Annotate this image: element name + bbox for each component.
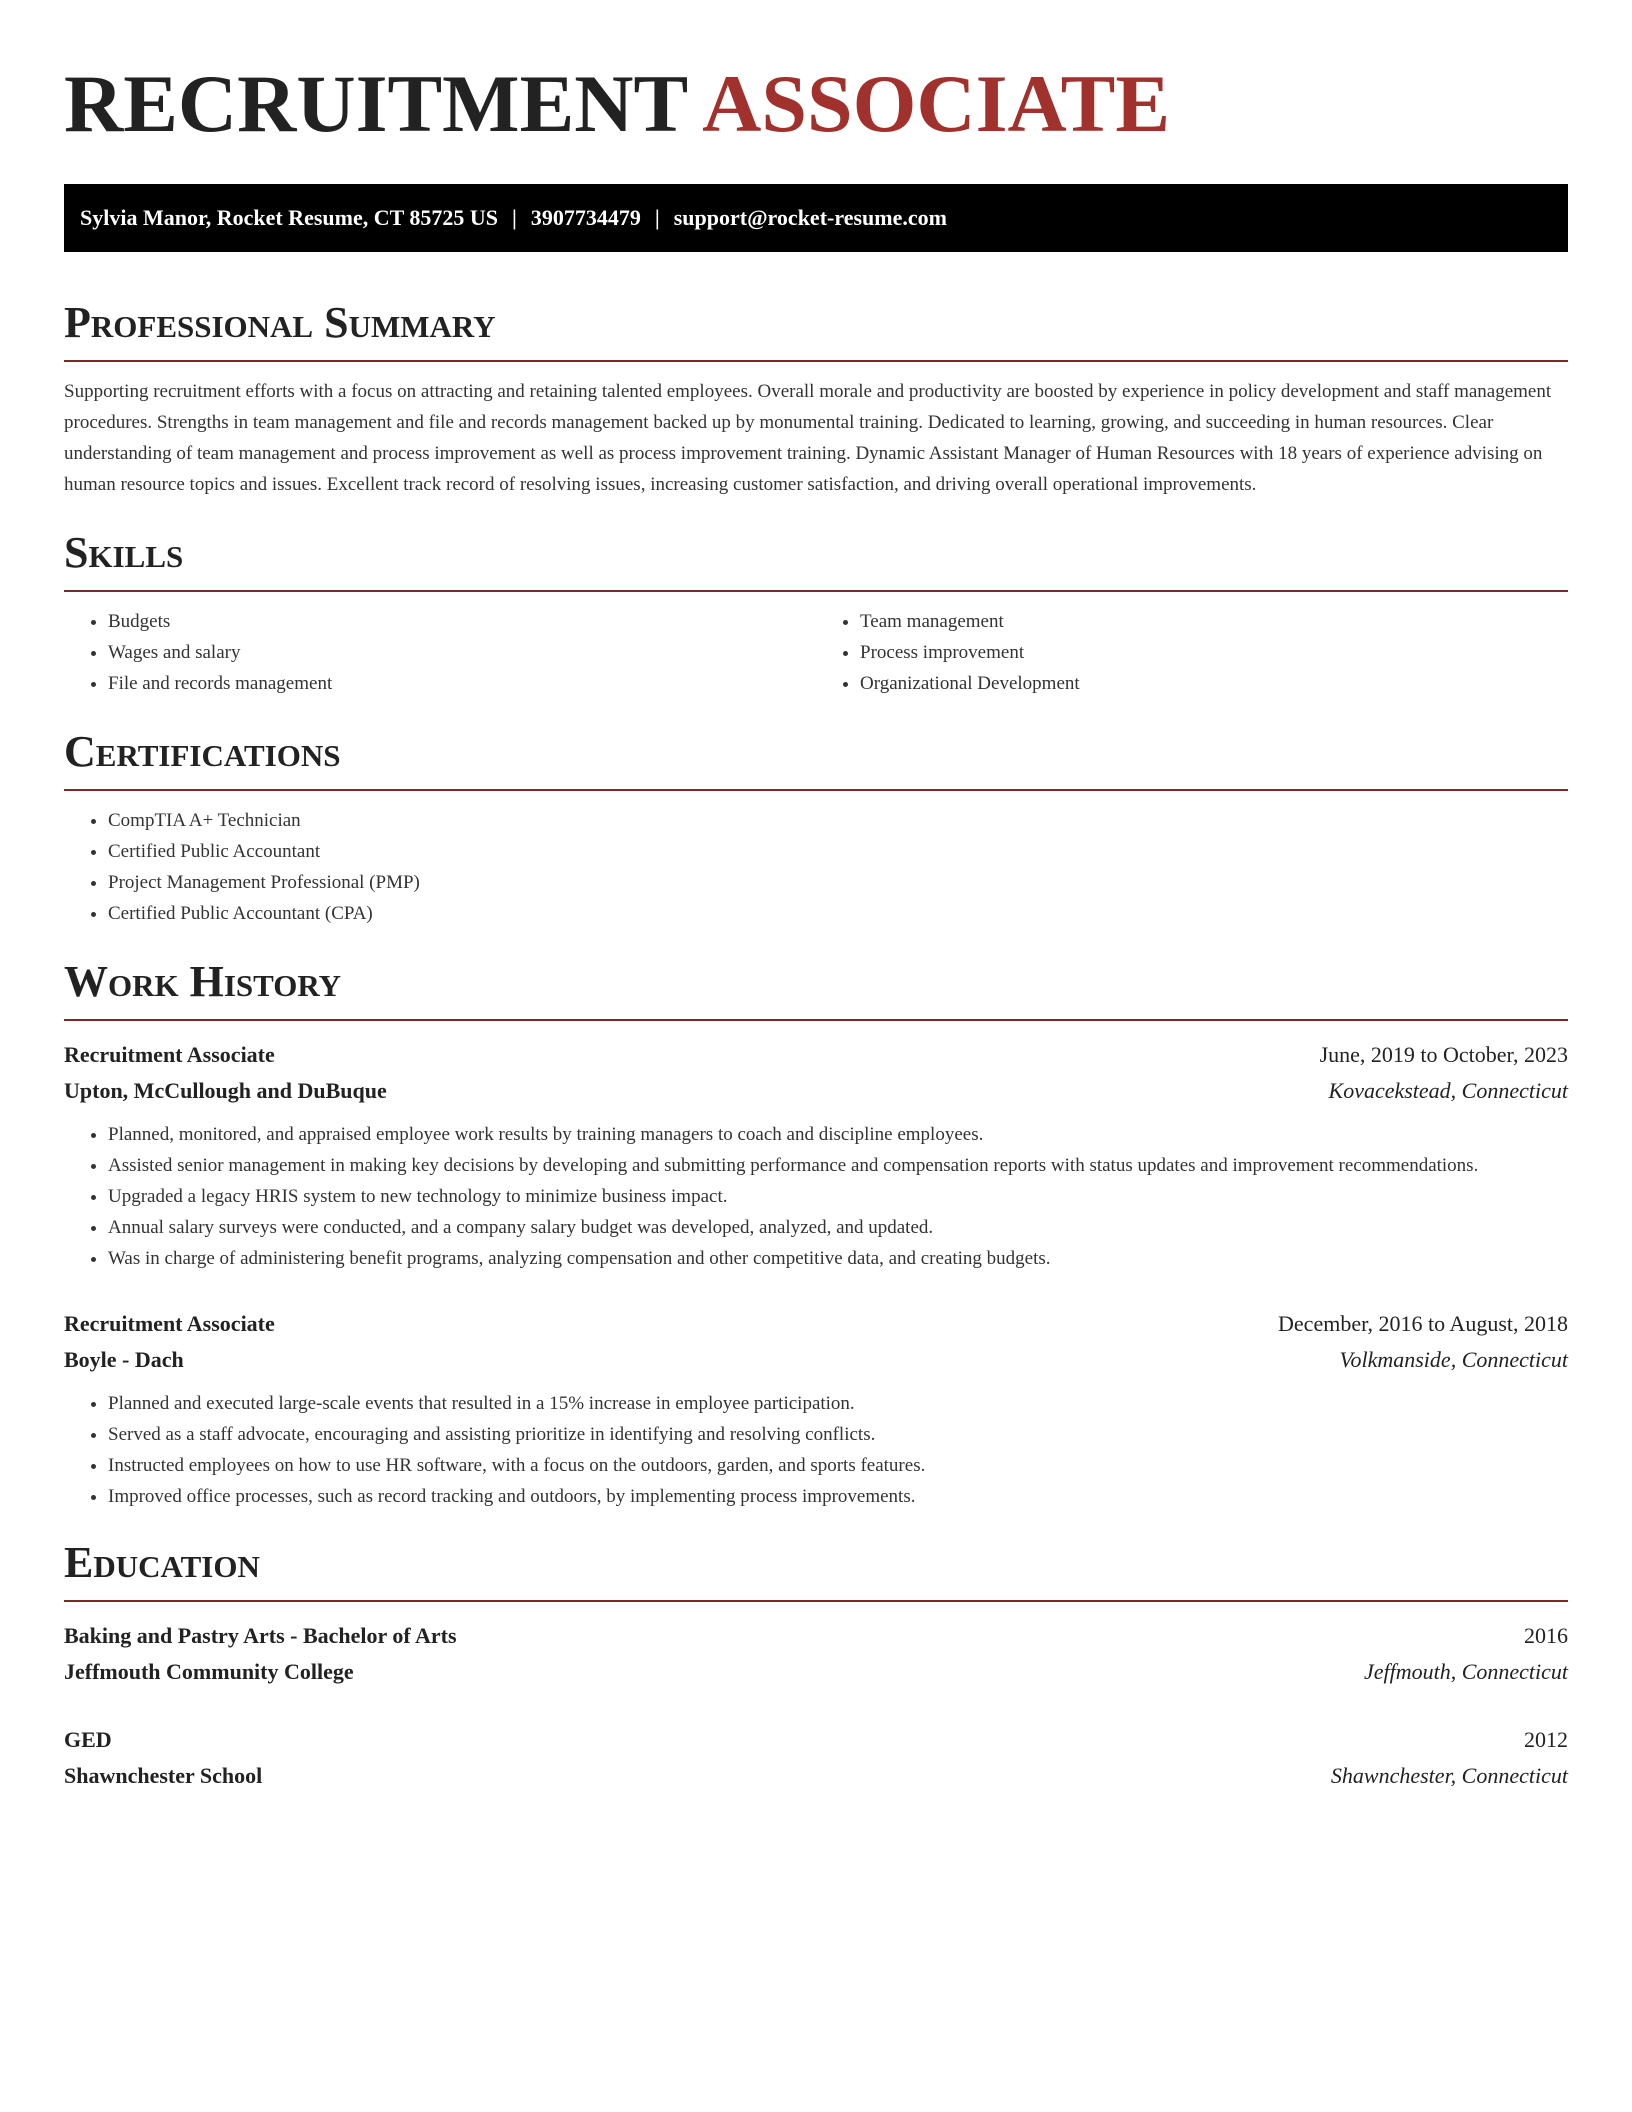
skills-grid: [64, 592, 1568, 699]
education-entry: [64, 1722, 1568, 1794]
education-school: Shawnchester School: [64, 1763, 263, 1788]
education-section: [64, 1538, 1568, 1794]
skills-list-left: [64, 606, 816, 699]
education-year: 2012: [1524, 1727, 1568, 1752]
job-entry: [64, 1306, 1568, 1512]
job-dates: December, 2016 to August, 2018: [1278, 1311, 1568, 1336]
skill-item: • Process improvement: [860, 637, 1568, 668]
job-bullets: [64, 1119, 1568, 1274]
skills-section: [64, 528, 1568, 699]
job-bullet: • Planned, monitored, and appraised employee work results by training managers to coach and discipline employees.: [108, 1119, 1568, 1150]
contact-bar: [64, 184, 1568, 252]
title-first-word: RECRUITMENT: [64, 58, 689, 149]
contact-email: support@rocket-resume.com: [673, 205, 947, 230]
certification-item: • Certified Public Accountant (CPA): [108, 898, 1568, 929]
work-history-heading: Work History: [64, 957, 1568, 1021]
skill-item: • Organizational Development: [860, 668, 1568, 699]
certifications-heading: Certifications: [64, 727, 1568, 791]
job-location: Volkmanside, Connecticut: [1339, 1347, 1568, 1372]
summary-text: Supporting recruitment efforts with a focus on attracting and retaining talented employees. Overall morale and productivity are boosted by experience in policy development and staff management procedures. Strengths in team management and file and records management backed up by monumental training. Dedicated to learning, growing, and succeeding in human resources. Clear understanding of team management and process improvement as well as process improvement training. Dynamic Assistant Manager of Human Resources with 18 years of experience advising on human resource topics and issues. Excellent track record of resolving issues, increasing customer satisfaction, and driving overall operational improvements.: [64, 381, 1552, 495]
skill-item: • File and records management: [108, 668, 816, 699]
job-bullet: • Planned and executed large-scale events that resulted in a 15% increase in employee participation.: [108, 1388, 1568, 1419]
job-bullet: • Improved office processes, such as record tracking and outdoors, by implementing process improvements.: [108, 1481, 1568, 1512]
summary-heading: Professional Summary: [64, 298, 1568, 362]
job-company: Upton, McCullough and DuBuque: [64, 1078, 387, 1103]
education-degree-row: [64, 1722, 1568, 1758]
job-title: Recruitment Associate: [64, 1311, 275, 1336]
job-bullet: • Upgraded a legacy HRIS system to new technology to minimize business impact.: [108, 1181, 1568, 1212]
job-title: Recruitment Associate: [64, 1042, 275, 1067]
job-company: Boyle - Dach: [64, 1347, 184, 1372]
job-company-row: [64, 1073, 1568, 1109]
summary-section: [64, 298, 1568, 500]
certifications-section: [64, 727, 1568, 929]
education-school-row: [64, 1654, 1568, 1690]
education-location: Jeffmouth, Connecticut: [1363, 1659, 1568, 1684]
job-title-row: [64, 1306, 1568, 1342]
certification-item: • Project Management Professional (PMP): [108, 867, 1568, 898]
contact-separator: |: [512, 205, 517, 230]
contact-phone: 3907734479: [530, 205, 641, 230]
contact-address: Sylvia Manor, Rocket Resume, CT 85725 US: [80, 205, 499, 230]
skills-heading: Skills: [64, 528, 1568, 592]
job-entry: [64, 1037, 1568, 1274]
resume-page: [64, 0, 1568, 1794]
certification-item: • CompTIA A+ Technician: [108, 805, 1568, 836]
skill-item: • Team management: [860, 606, 1568, 637]
education-entry: [64, 1618, 1568, 1690]
education-year: 2016: [1524, 1623, 1568, 1648]
job-bullet: • Instructed employees on how to use HR software, with a focus on the outdoors, garden, and sports features.: [108, 1450, 1568, 1481]
education-location: Shawnchester, Connecticut: [1330, 1763, 1568, 1788]
resume-title: [64, 0, 1568, 150]
work-history-section: [64, 957, 1568, 1512]
skills-list-right: [816, 606, 1568, 699]
job-bullet: • Served as a staff advocate, encouraging and assisting prioritize in identifying and resolving conflicts.: [108, 1419, 1568, 1450]
education-heading: Education: [64, 1538, 1568, 1602]
education-degree: Baking and Pastry Arts - Bachelor of Arts: [64, 1623, 457, 1648]
job-location: Kovacekstead, Connecticut: [1328, 1078, 1568, 1103]
job-bullet: • Annual salary surveys were conducted, and a company salary budget was developed, analyzed, and updated.: [108, 1212, 1568, 1243]
job-bullet: • Was in charge of administering benefit programs, analyzing compensation and other competitive data, and creating budgets.: [108, 1243, 1568, 1274]
certifications-list: [64, 805, 1568, 929]
job-company-row: [64, 1342, 1568, 1378]
contact-separator: |: [654, 205, 660, 230]
job-title-row: [64, 1037, 1568, 1073]
job-dates: June, 2019 to October, 2023: [1319, 1042, 1568, 1067]
certification-item: • Certified Public Accountant: [108, 836, 1568, 867]
education-school-row: [64, 1758, 1568, 1794]
skill-item: • Budgets: [108, 606, 816, 637]
title-second-word: ASSOCIATE: [702, 58, 1171, 149]
education-degree-row: [64, 1618, 1568, 1654]
skill-item: • Wages and salary: [108, 637, 816, 668]
job-bullet: • Assisted senior management in making key decisions by developing and submitting performance and compensation reports with status updates and improvement recommendations.: [108, 1150, 1568, 1181]
education-school: Jeffmouth Community College: [64, 1659, 354, 1684]
education-degree: GED: [64, 1727, 112, 1752]
job-bullets: [64, 1388, 1568, 1512]
